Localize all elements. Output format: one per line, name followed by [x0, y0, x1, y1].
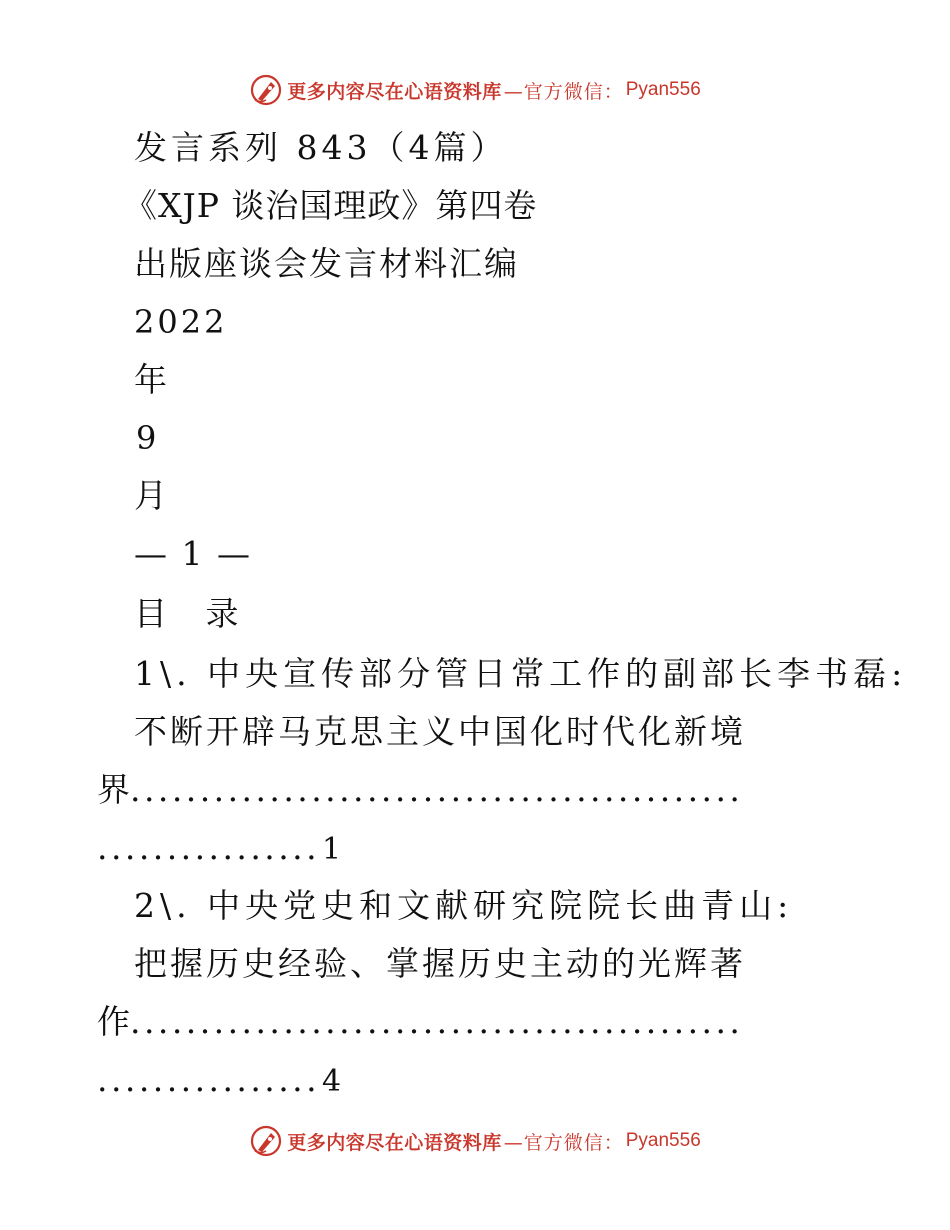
doc-year: 2022: [134, 303, 228, 341]
toc-entry-1-page-line: [97, 826, 341, 872]
watermark-wechat-id: Pyan556: [625, 79, 701, 100]
toc-entry-2-title-last-char: 作: [97, 1002, 130, 1041]
toc-entry-1-title-last-char: 界: [97, 770, 130, 809]
footer-watermark-banner: [0, 1121, 950, 1161]
page-number-marker: — 1 —: [134, 534, 252, 573]
toc-entry-2-page-number: 4: [322, 1064, 342, 1099]
doc-month-char: 月: [134, 476, 170, 515]
doc-year-char: 年: [134, 360, 170, 399]
toc-entry-1-leader-dots-cont: ................: [97, 828, 321, 867]
toc-entry-2-leader-dots-cont: ................: [97, 1060, 321, 1099]
watermark-text: 更多内容尽在心语资料库: [287, 80, 502, 103]
watermark-dash-label: —官方微信：: [503, 1131, 624, 1154]
toc-entry-1-title: 不断开辟马克思主义中国化时代化新境: [134, 712, 746, 751]
doc-title-series: 发言系列 843（4篇）: [134, 128, 508, 167]
watermark-dash-label: —官方微信：: [503, 80, 624, 103]
toc-entry-1-speaker: 1\. 中央宣传部分管日常工作的副部长李书磊:: [134, 654, 908, 693]
toc-entry-2-speaker: 2\. 中央党史和文献研究院院长曲青山:: [134, 886, 794, 925]
toc-entry-1-title-end: [97, 768, 743, 812]
pen-nib-logo-icon: [249, 73, 283, 107]
doc-title-compilation: 出版座谈会发言材料汇编: [134, 244, 519, 283]
header-watermark-banner: [0, 70, 950, 110]
pen-nib-logo-icon: [249, 1124, 283, 1158]
watermark-wechat-id: Pyan556: [625, 1130, 701, 1151]
toc-heading: 目 录: [134, 594, 253, 633]
doc-title-book: 《XJP 谈治国理政》第四卷: [124, 186, 538, 225]
doc-month-number: 9: [136, 419, 160, 457]
toc-entry-2-title-end: [97, 1000, 743, 1044]
toc-entry-1-page-number: 1: [322, 832, 342, 867]
toc-entry-2-page-line: [97, 1058, 341, 1104]
watermark-text: 更多内容尽在心语资料库: [287, 1131, 502, 1154]
toc-entry-2-leader-dots: ............................................: [130, 1002, 744, 1041]
toc-entry-2-title: 把握历史经验、掌握历史主动的光辉著: [134, 944, 746, 983]
toc-entry-1-leader-dots: ............................................: [130, 770, 744, 809]
